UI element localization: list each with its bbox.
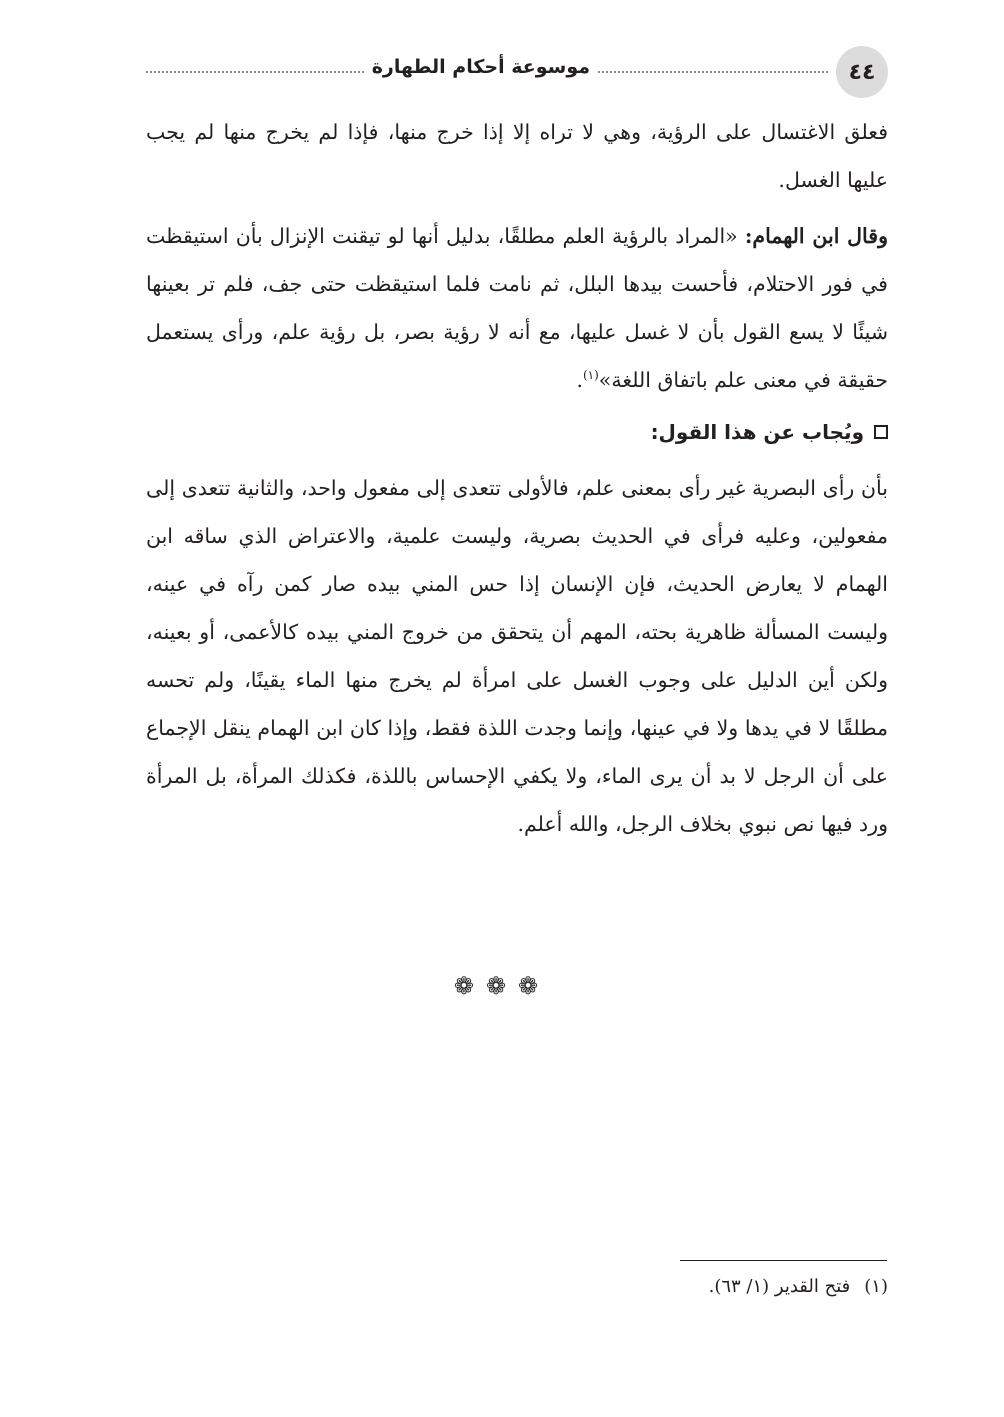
section-subheading [146,406,888,458]
subheading-text: ويُجاب عن هذا القول: [650,420,864,444]
footnote-marker: (١) [864,1276,888,1297]
paragraph-2-lead: وقال ابن الهمام: [744,224,889,248]
paragraph-3: بأن رأى البصرية غير رأى بمعنى علم، فالأولى تتعدى إلى مفعول واحد، والثانية تتعدى إلى مفعولين، وعليه فرأى في الحديث بصرية، وليست علمية، والاعتراض الذي ساقه ابن الهمام لا يعارض الحديث، فإن الإنسان إذا حس المني بيده صار كمن رآه في عينه، وليست المسألة ظاهرية بحته، المهم أن يتحقق من خروج المني بيده كالأعمى، أو بعينه، ولكن أين الدليل على وجوب الغسل على امرأة لم يخرج منها الماء يقينًا، ولم تحسه مطلقًا لا في يدها ولا في عينها، وإنما وجدت اللذة فقط، وإذا كان ابن الهمام ينقل الإجماع على أن الرجل لا بد أن يرى الماء، ولا يكفي الإحساس باللذة، فكذلك المرأة، بل المرأة ورد فيها نص نبوي بخلاف الرجل، والله أعلم. [146,476,888,836]
main-text [146,108,888,848]
flower-ornament-icon: ❁ [453,972,486,1000]
footnote [709,1276,888,1297]
paragraph-2 [146,212,888,404]
section-divider-ornament [0,972,1004,1000]
paragraph-2-end: . [576,368,583,392]
flower-ornament-icon: ❁ [485,972,519,1000]
footnote-reference[interactable]: (١) [582,368,599,383]
flower-ornament-icon: ❁ [518,972,551,1000]
page-header [146,46,890,98]
checkbox-square-icon [874,425,888,439]
page-number-badge: ٤٤ [836,46,888,98]
paragraph-1: فعلق الاغتسال على الرؤية، وهي لا تراه إلا إذا خرج منها، فإذا لم يخرج منها لم يجب عليها الغسل. [146,120,888,192]
footnote-separator [680,1260,887,1261]
running-title: موسوعة أحكام الطهارة [364,56,598,78]
paragraph-2-quote: «المراد بالرؤية العلم مطلقًا، بدليل أنها لو تيقنت الإنزال بأن استيقظت في فور الاحتلام، فأحست بيدها البلل، ثم نامت فلما استيقظت حتى جف، فلم تر بعينها شيئًا لا يسع القول بأن لا غسل عليها، مع أنه لا رؤية بصر، بل رؤية علم، ورأى يستعمل حقيقة في معنى علم باتفاق اللغة» [146,224,888,392]
footnote-text: فتح القدير (١/ ٦٣). [708,1276,851,1297]
